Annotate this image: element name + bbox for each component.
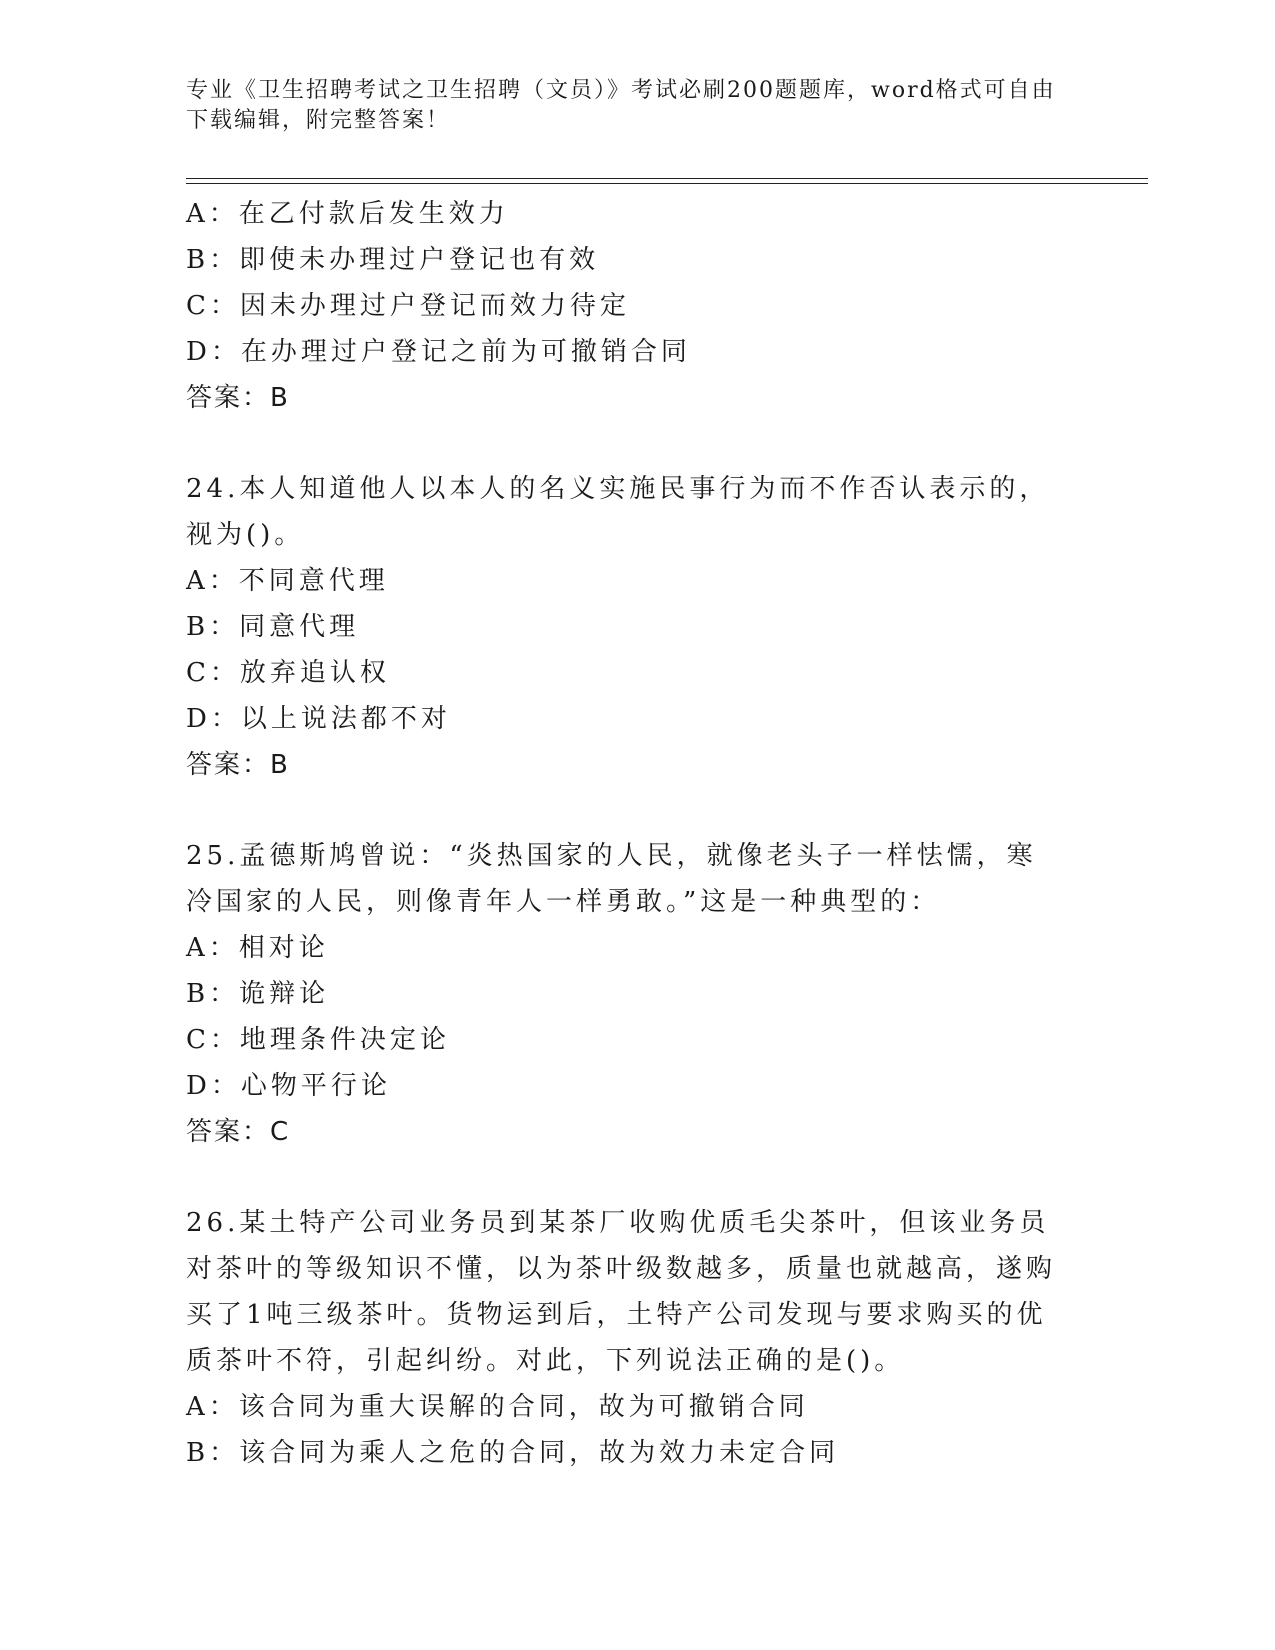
option-a: A：该合同为重大误解的合同，故为可撤销合同 (186, 1392, 809, 1422)
option-b: B：该合同为乘人之危的合同，故为效力未定合同 (186, 1438, 840, 1468)
header-title: 专业《卫生招聘考试之卫生招聘（文员）》考试必刷200题题库，word格式可自由下载编辑，附完整答案！ (186, 78, 1056, 133)
question-25 (186, 833, 1066, 1155)
header-divider-bottom (186, 183, 1148, 184)
question-26 (186, 1200, 1066, 1476)
option-b: B：同意代理 (186, 612, 360, 642)
question-list (186, 191, 1066, 1476)
header-divider-top (186, 178, 1148, 179)
option-c: C：放弃追认权 (186, 658, 390, 688)
option-d: D：心物平行论 (186, 1071, 391, 1101)
option-d: D：在办理过户登记之前为可撤销合同 (186, 337, 691, 367)
answer-line: 答案：B (186, 383, 290, 413)
option-a: A：在乙付款后发生效力 (186, 199, 509, 229)
option-a: A：相对论 (186, 933, 329, 963)
answer-line: 答案：C (186, 1117, 291, 1147)
question-stem: 25.孟德斯鸠曾说：“炎热国家的人民，就像老头子一样怯懦，寒冷国家的人民，则像青年人一样勇敢。”这是一种典型的： (186, 841, 1037, 917)
option-b: B：即使未办理过户登记也有效 (186, 245, 600, 275)
question-stem: 24.本人知道他人以本人的名义实施民事行为而不作否认表示的，视为()。 (186, 474, 1050, 550)
option-a: A：不同意代理 (186, 566, 389, 596)
answer-line: 答案：B (186, 750, 290, 780)
option-d: D：以上说法都不对 (186, 704, 451, 734)
document-header (186, 76, 1066, 136)
question-stem: 26.某土特产公司业务员到某茶厂收购优质毛尖茶叶，但该业务员对茶叶的等级知识不懂，以为茶叶级数越多，质量也就越高，遂购买了1吨三级茶叶。货物运到后，土特产公司发现与要求购买的优质茶叶不符，引起纠纷。对此，下列说法正确的是()。 (186, 1208, 1057, 1376)
question-23-tail (186, 191, 1066, 421)
question-24 (186, 466, 1066, 788)
option-c: C：因未办理过户登记而效力待定 (186, 291, 630, 321)
option-c: C：地理条件决定论 (186, 1025, 450, 1055)
option-b: B：诡辩论 (186, 979, 330, 1009)
